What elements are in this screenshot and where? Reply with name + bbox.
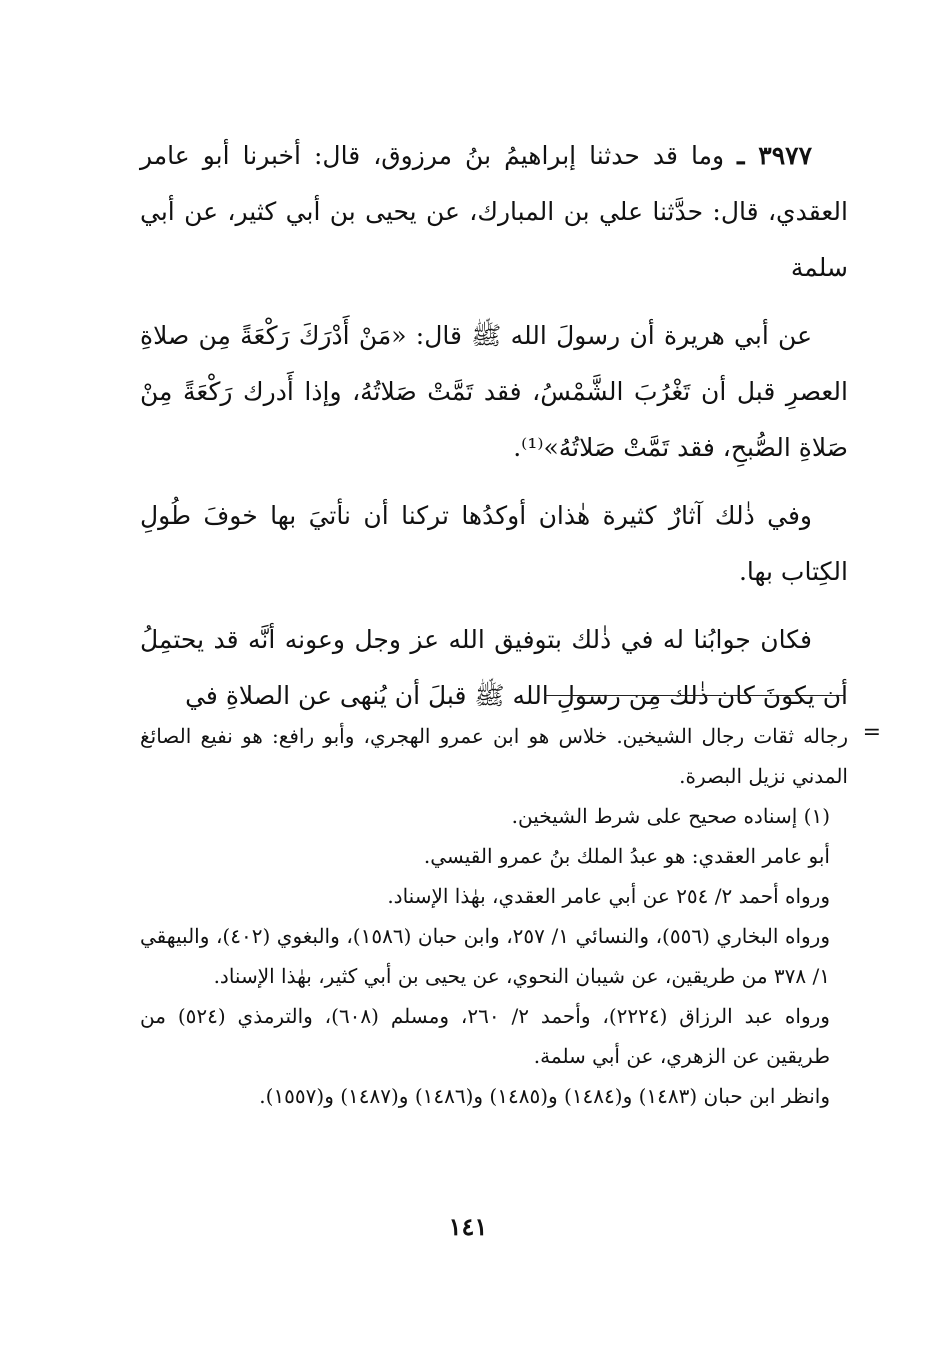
footnote-separator [545, 695, 845, 696]
commentary-paragraph-1: وفي ذٰلك آثارٌ كثيرة هٰذان أوكدُها تركنا أن نأتيَ بها خوفَ طُولِ الكِتاب بها. [140, 501, 848, 586]
hadith-matn: عن أبي هريرة أن رسولَ الله ﷺ قال: «مَنْ أَدْرَكَ رَكْعَةً مِن صلاةِ العصرِ قبل أن تَغْرُبَ الشَّمْسُ، فقد تَمَّتْ صَلاتُهُ، وإذا أَدرك رَكْعَةً مِنْ صَلاةِ الصُّبحِ، فقد تَمَّتْ صَلاتُهُ»⁽¹⁾. [140, 321, 848, 462]
commentary-paragraph-2: فكان جوابُنا له في ذٰلك بتوفيق الله عز وجل وعونه أنَّه قد يحتمِلُ أن يكونَ كان ذٰلك مِن رسولِ الله ﷺ قبلَ أن يُنهى عن الصلاةِ في [140, 625, 848, 710]
footnote-continued-text: رجاله ثقات رجال الشيخين. خلاس هو ابن عمرو الهجري، وأبو رافع: هو نفيع الصائغ المدني نزيل البصرة. [140, 724, 848, 788]
footnote-continuation-mark: = [862, 720, 881, 745]
footnotes [140, 716, 848, 1116]
main-text [140, 128, 848, 724]
page-number: ١٤١ [448, 1212, 488, 1241]
footnote-1-line-2: أبو عامر العقدي: هو عبدُ الملك بنُ عمرو القيسي. [423, 844, 830, 868]
hadith-isnad: وما قد حدثنا إبراهيمُ بنُ مرزوق، قال: أخبرنا أبو عامر العقدي، قال: حدَّثنا علي بن المبارك، عن يحيى بن أبي كثير، عن أبي سلمة [140, 141, 848, 282]
footnote-1-line-1: (١) إسناده صحيح على شرط الشيخين. [511, 804, 830, 828]
footnote-1-paragraph-4: ورواه البخاري (٥٥٦)، والنسائي ١/ ٢٥٧، وابن حبان (١٥٨٦)، والبغوي (٤٠٢)، والبيهقي ١/ ٣٧٨ من طريقين، عن شيبان النحوي، عن يحيى بن أبي كثير، بهٰذا الإسناد. [140, 924, 830, 988]
hadith-number: ٣٩٧٧ ـ [737, 141, 813, 170]
footnote-1-line-3: ورواه أحمد ٢/ ٢٥٤ عن أبي عامر العقدي، بهٰذا الإسناد. [387, 884, 830, 908]
footnote-1-paragraph-5: ورواه عبد الرزاق (٢٢٢٤)، وأحمد ٢/ ٢٦٠، ومسلم (٦٠٨)، والترمذي (٥٢٤) من طريقين عن الزهري، عن أبي سلمة. [140, 1004, 830, 1068]
footnote-1-paragraph-6: وانظر ابن حبان (١٤٨٣) و(١٤٨٤) و(١٤٨٥) و(١٤٨٦) و(١٤٨٧) و(١٥٥٧). [259, 1084, 830, 1108]
hadith-isnad-paragraph [140, 128, 848, 296]
